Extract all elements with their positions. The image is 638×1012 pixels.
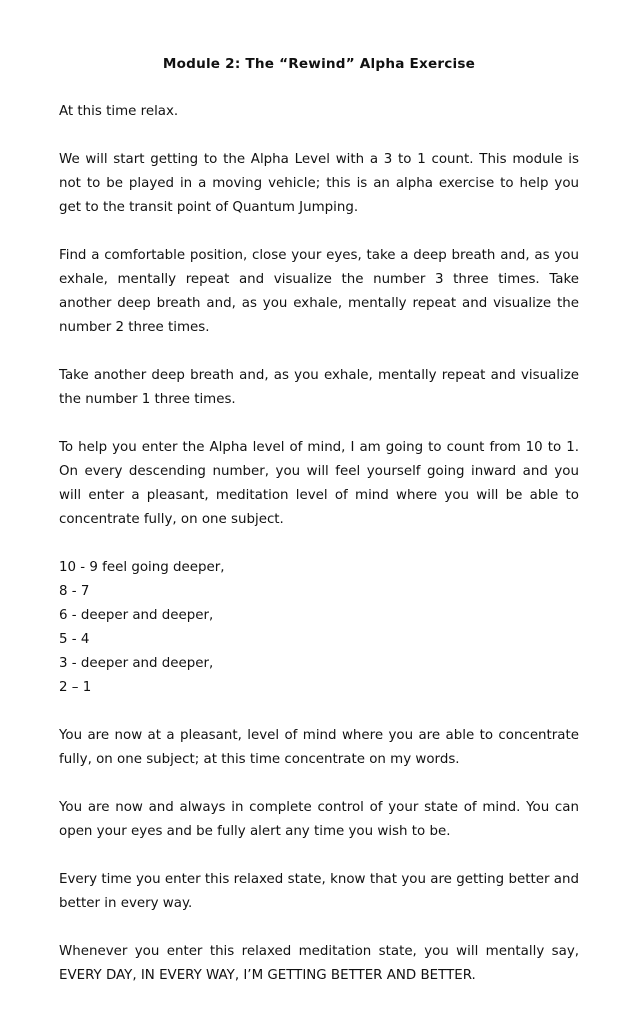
document-title: Module 2: The “Rewind” Alpha Exercise xyxy=(162,56,476,72)
paragraph-control: You are now and always in complete control of your state of mind. You can open your eyes and be fully alert any time you wish to be. xyxy=(59,800,579,839)
countdown-line: 6 - deeper and deeper, xyxy=(59,608,214,623)
paragraph-every-time: Every time you enter this relaxed state, know that you are getting better and better in every way. xyxy=(59,872,579,911)
paragraph-number-one: Take another deep breath and, as you exhale, mentally repeat and visualize the number 1 three times. xyxy=(59,368,579,407)
countdown-line: 2 – 1 xyxy=(59,680,92,695)
countdown-line: 8 - 7 xyxy=(59,584,90,599)
paragraph-relax: At this time relax. xyxy=(59,104,179,119)
paragraph-pleasant-level: You are now at a pleasant, level of mind where you are able to concentrate fully, on one subject; at this time concentrate on my words. xyxy=(59,728,579,767)
countdown-line: 3 - deeper and deeper, xyxy=(59,656,214,671)
paragraph-affirmation: Whenever you enter this relaxed meditation state, you will mentally say, EVERY DAY, IN EVERY WAY, I’M GETTING BETTER AND BETTER. xyxy=(59,944,579,983)
countdown-list xyxy=(59,556,579,700)
document-page xyxy=(59,48,579,1012)
paragraph-comfortable-position: Find a comfortable position, close your eyes, take a deep breath and, as you exhale, mentally repeat and visualize the number 3 three times. Take another deep breath and, as you exhale, mentally repeat and visualize the number 2 three times. xyxy=(59,248,579,335)
paragraph-count-intro: To help you enter the Alpha level of mind, I am going to count from 10 to 1. On every descending number, you will feel yourself going inward and you will enter a pleasant, meditation level of mind where you will be able to concentrate fully, on one subject. xyxy=(59,440,579,527)
countdown-line: 5 - 4 xyxy=(59,632,90,647)
paragraph-alpha-intro: We will start getting to the Alpha Level with a 3 to 1 count. This module is not to be played in a moving vehicle; this is an alpha exercise to help you get to the transit point of Quantum Jumping. xyxy=(59,152,579,215)
countdown-line: 10 - 9 feel going deeper, xyxy=(59,560,225,575)
